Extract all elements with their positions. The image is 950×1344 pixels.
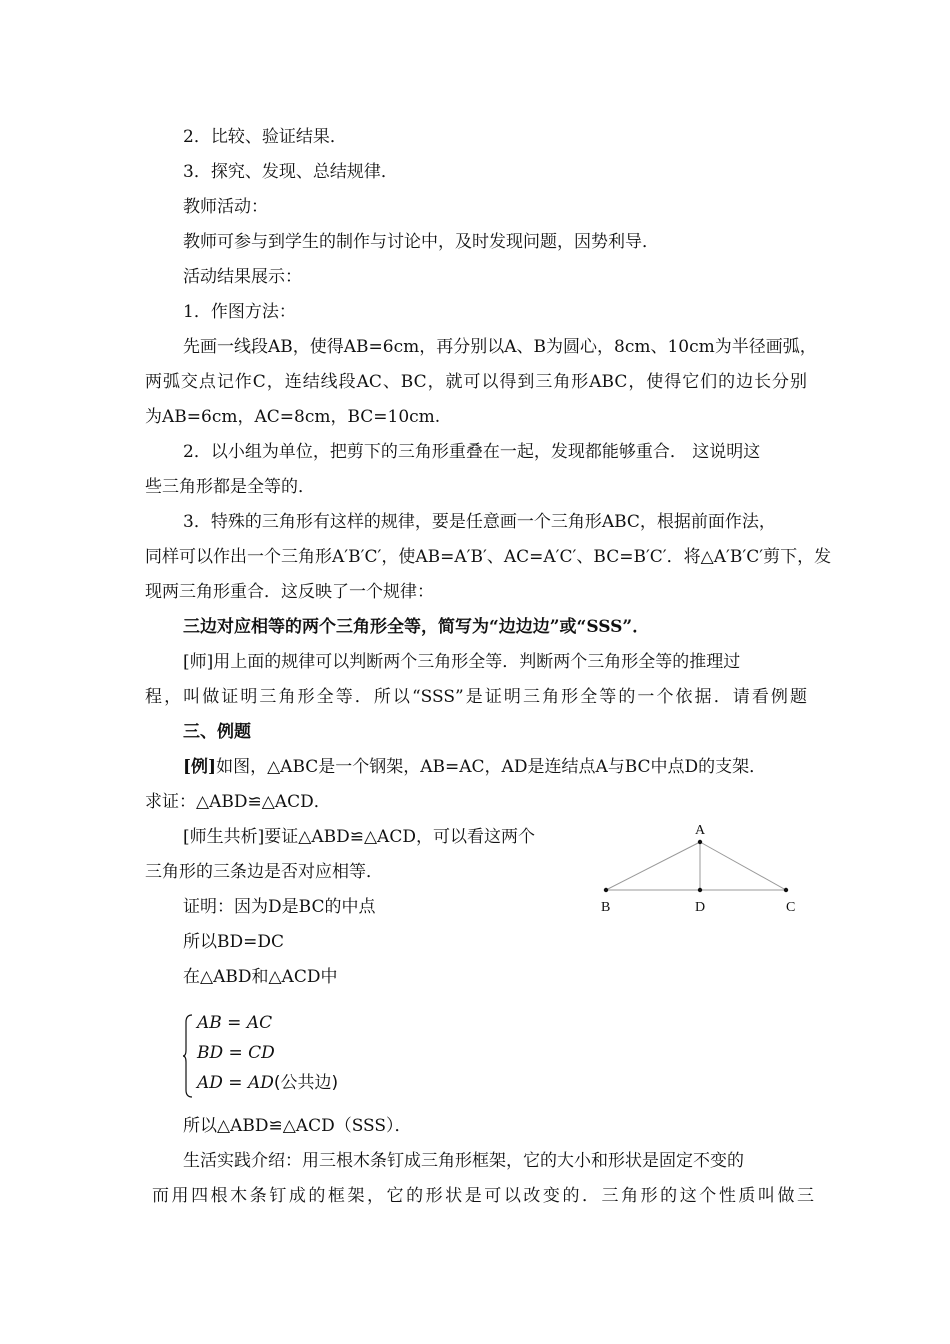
theorem-statement: 三边对应相等的两个三角形全等，简写为“边边边”或“SSS”． <box>183 617 650 637</box>
text-line: 同样可以作出一个三角形A′B′C′，使AB=A′B′、AC=A′C′、BC=B′C′．将△A′B′C′剪下，发 <box>145 547 832 567</box>
text-line: 所以BD=DC <box>183 932 285 952</box>
label-a: A <box>695 823 706 838</box>
text-line: [师]用上面的规律可以判断两个三角形全等．判断两个三角形全等的推理过 <box>183 652 741 672</box>
triangle-figure <box>592 820 807 920</box>
text-line: 求证：△ABD≌△ACD． <box>145 792 331 812</box>
example-tag: [例] <box>183 757 217 777</box>
brace-icon <box>183 1014 193 1098</box>
point-b <box>604 888 608 892</box>
text-line: 3．特殊的三角形有这样的规律，要是任意画一个三角形ABC，根据前面作法， <box>183 512 776 532</box>
equation-ad-ad: AD = AD(公共边) <box>197 1073 339 1093</box>
section-heading: 三、例题 <box>183 722 251 742</box>
equation-ab-ac: AB = AC <box>197 1013 273 1033</box>
example-line <box>183 756 766 778</box>
text-line: 而用四根木条钉成的框架，它的形状是可以改变的．三角形的这个性质叫做三 <box>152 1186 814 1206</box>
text-line: 先画一线段AB，使得AB=6cm，再分别以A、B为圆心，8cm、10cm为半径画弧， <box>183 337 817 357</box>
text-line: 程，叫做证明三角形全等．所以“SSS”是证明三角形全等的一个依据．请看例题 <box>145 687 807 707</box>
text-line: 教师可参与到学生的制作与讨论中，及时发现问题，因势利导． <box>183 232 659 252</box>
text-line: 生活实践介绍：用三根木条钉成三角形框架，它的大小和形状是固定不变的 <box>183 1151 744 1171</box>
text-line: 1．作图方法： <box>183 302 296 322</box>
text-line: 为AB=6cm，AC=8cm，BC=10cm. <box>145 407 441 427</box>
point-c <box>784 888 788 892</box>
text-line: 在△ABD和△ACD中 <box>183 967 338 987</box>
text-line: 活动结果展示： <box>183 267 302 287</box>
text-line: 现两三角形重合．这反映了一个规律： <box>145 582 434 602</box>
text-line: 2．以小组为单位，把剪下的三角形重叠在一起，发现都能够重合． 这说明这 <box>183 442 761 462</box>
text-line: 些三角形都是全等的． <box>145 477 315 497</box>
text-line: [师生共析]要证△ABD≌△ACD，可以看这两个 <box>183 827 535 847</box>
point-a <box>698 840 702 844</box>
equation-bd-cd: BD = CD <box>197 1043 275 1063</box>
example-text: 如图，△ABC是一个钢架，AB=AC，AD是连结点A与BC中点D的支架． <box>216 757 767 777</box>
common-side-note: (公共边) <box>273 1073 339 1093</box>
text-line: 三角形的三条边是否对应相等． <box>145 862 383 882</box>
label-b: B <box>601 900 611 915</box>
segment-ac <box>700 842 786 890</box>
label-c: C <box>786 900 796 915</box>
text-line: 教师活动： <box>183 197 268 217</box>
text-line: 所以△ABD≌△ACD（SSS）． <box>183 1116 412 1136</box>
text-line: 证明：因为D是BC的中点 <box>183 897 376 917</box>
text-line: 2．比较、验证结果． <box>183 127 347 147</box>
label-d: D <box>695 900 706 915</box>
segment-ab <box>606 842 700 890</box>
point-d <box>698 888 702 892</box>
text-line: 3．探究、发现、总结规律． <box>183 162 398 182</box>
equation-system <box>183 1012 383 1102</box>
text-line: 两弧交点记作C，连结线段AC、BC，就可以得到三角形ABC，使得它们的边长分别 <box>145 372 807 392</box>
